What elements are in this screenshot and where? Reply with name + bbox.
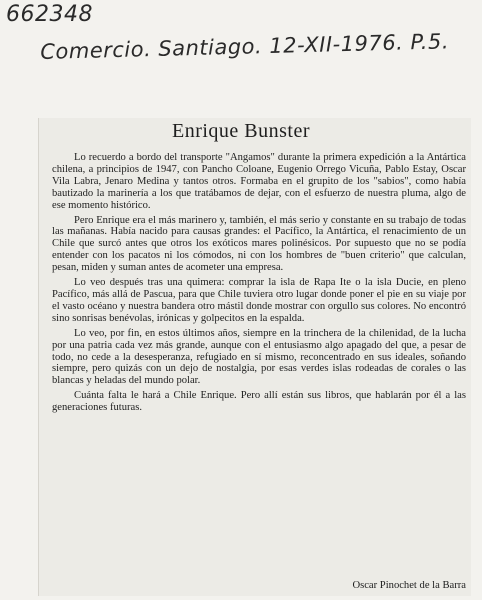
author-signature: Oscar Pinochet de la Barra bbox=[352, 580, 466, 591]
article-title: Enrique Bunster bbox=[171, 120, 311, 142]
handwritten-id-number: 662348 bbox=[6, 2, 93, 27]
handwritten-source-note: Comercio. Santiago. 12-XII-1976. P.5. bbox=[40, 29, 450, 64]
article-paragraph: Pero Enrique era el más marinero y, también, el más serio y constante en su trabajo de todas las mañanas. Había nacido para causas grandes: el Pacífico, la Antártica, el renacimiento de un Chile que surcó antes que otros los exóticos mares polinésicos. Por supuesto que no se podía entender con los pacatos ni los cómodos, ni con los hombres de "buen criterio" que calculan, pesan, miden y suman antes de acometer una empresa. bbox=[52, 214, 466, 274]
article-paragraph: Lo veo, por fin, en estos últimos años, siempre en la trinchera de la chilenidad, de la lucha por una patria cada vez más grande, aunque con el entusiasmo algo apagado del que, a pesar de todo, no cede a la desesperanza, refugiado en sí mismo, reconcentrado en sus ideales, soñando siempre, pero quizás con un dejo de nostalgia, por esas verdes islas rodeadas de corales o las blancas y heladas del mundo polar. bbox=[52, 327, 466, 387]
article-paragraph: Lo recuerdo a bordo del transporte "Angamos" durante la primera expedición a la Antártica chilena, a principios de 1947, con Pancho Coloane, Eugenio Orrego Vicuña, Pablo Estay, Oscar Vila Labra, Jenaro Medina y tantos otros. Formaba en el grupito de los "sabios", como había bautizado la marinería a los que tratábamos de dejar, con el esfuerzo de nuestra pluma, algo de ese momento histórico. bbox=[52, 152, 466, 211]
article-paragraph: Cuánta falta le hará a Chile Enrique. Pero allí están sus libros, que hablarán por él a las generaciones futuras. bbox=[52, 390, 466, 414]
article-paragraph: Lo veo después tras una quimera: comprar la isla de Rapa Ite o la isla Ducie, en pleno Pacífico, más allá de Pascua, para que Chile tuviera otro lugar donde poner el pie en su viaje por el vasto océano y nuestra bandera otro mástil donde mostrar con orgullo sus colores. No encontró sino sonrisas benévolas, irónicas y golpecitos en la espalda. bbox=[52, 277, 466, 324]
article-body bbox=[52, 152, 466, 417]
